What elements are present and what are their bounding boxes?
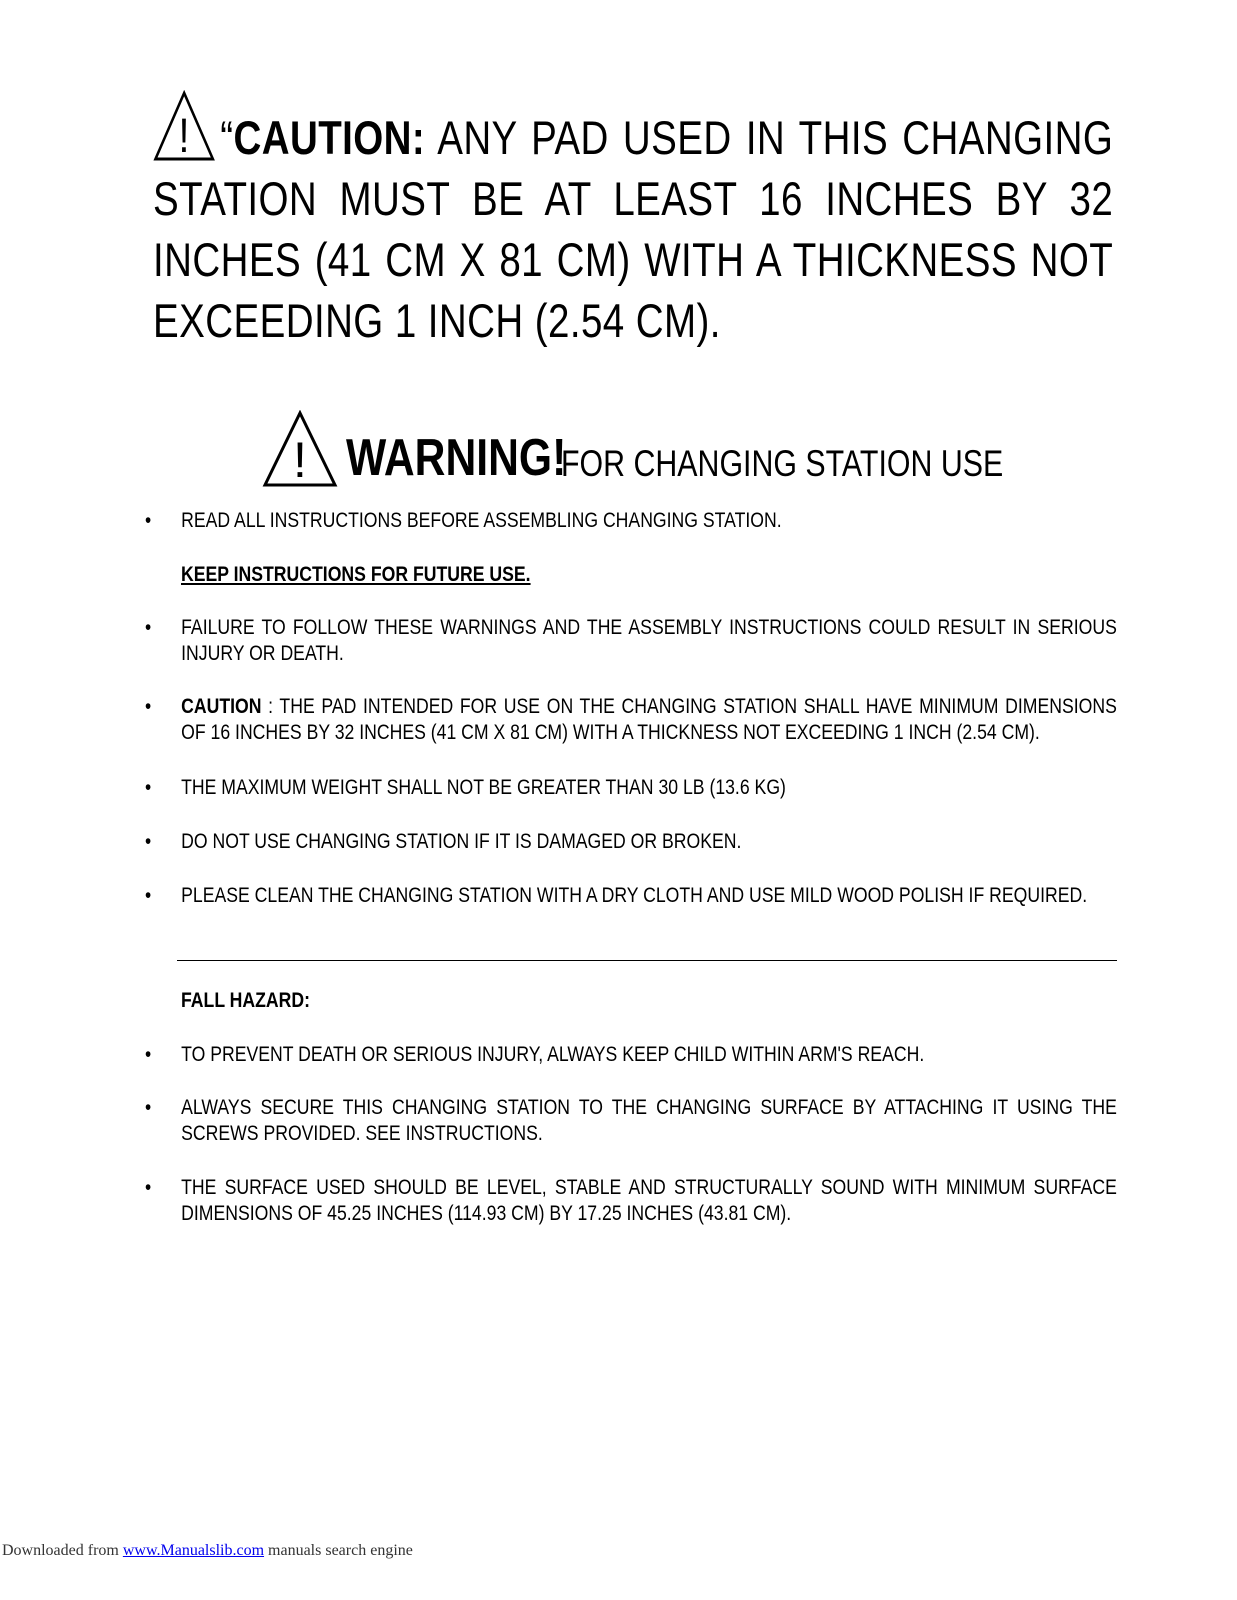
footer-prefix: Downloaded from <box>2 1542 123 1559</box>
list-item-text: TO PREVENT DEATH OR SERIOUS INJURY, ALWAYS KEEP CHILD WITHIN ARM'S REACH. <box>181 1043 925 1066</box>
bullet: • <box>145 884 152 907</box>
list-item-text: READ ALL INSTRUCTIONS BEFORE ASSEMBLING CHANGING STATION. <box>181 509 782 532</box>
bullet: • <box>145 1043 152 1066</box>
download-footer <box>2 1541 413 1561</box>
list-item <box>145 615 1119 667</box>
caution-label: CAUTION: <box>233 111 426 164</box>
bullet: • <box>145 616 152 639</box>
section-divider <box>177 960 1117 961</box>
warning-triangle-icon <box>153 90 215 162</box>
list-item <box>145 1095 1119 1147</box>
bullet: • <box>145 1176 152 1199</box>
list-item <box>145 1175 1119 1227</box>
list-item-text: THE MAXIMUM WEIGHT SHALL NOT BE GREATER THAN 30 LB (13.6 KG) <box>181 776 786 799</box>
warning-title: WARNING! <box>346 429 567 487</box>
list-item-text: FAILURE TO FOLLOW THESE WARNINGS AND THE ASSEMBLY INSTRUCTIONS COULD RESULT IN SERIOUS INJURY OR DEATH. <box>181 616 1117 665</box>
list-item-text: THE SURFACE USED SHOULD BE LEVEL, STABLE AND STRUCTURALLY SOUND WITH MINIMUM SURFACE DIMENSIONS OF 45.25 INCHES (114.93 CM) BY 17.25 INCHES (43.81 CM). <box>181 1176 1117 1225</box>
svg-text:!: ! <box>178 109 190 162</box>
caution-inline-text: : THE PAD INTENDED FOR USE ON THE CHANGING STATION SHALL HAVE MINIMUM DIMENSIONS OF 16 INCHES BY 32 INCHES (41 CM X 81 CM) WITH A THICKNESS NOT EXCEEDING 1 INCH (2.54 CM). <box>181 695 1117 744</box>
manualslib-link[interactable]: www.Manualslib.com <box>122 1542 265 1559</box>
caution-open-quote: “ <box>220 111 234 164</box>
list-item-text: DO NOT USE CHANGING STATION IF IT IS DAMAGED OR BROKEN. <box>181 830 742 853</box>
warning-subtitle: FOR CHANGING STATION USE <box>561 443 1004 484</box>
bullet: • <box>145 509 152 532</box>
list-item <box>145 1042 1119 1068</box>
keep-instructions-note: KEEP INSTRUCTIONS FOR FUTURE USE. <box>181 563 531 586</box>
warning-triangle-icon <box>262 410 338 488</box>
list-item-text <box>181 694 1117 746</box>
list-item-text: ALWAYS SECURE THIS CHANGING STATION TO THE CHANGING SURFACE BY ATTACHING IT USING THE SCREWS PROVIDED. SEE INSTRUCTIONS. <box>181 1096 1117 1145</box>
fall-hazard-heading: FALL HAZARD: <box>181 989 311 1012</box>
footer-suffix: manuals search engine <box>264 1542 413 1559</box>
caution-text: ANY PAD USED IN THIS CHANGING STATION MUST BE AT LEAST 16 INCHES BY 32 INCHES (41 CM X 81 CM) WITH A THICKNESS NOT EXCEEDING 1 INCH (2.54 CM). <box>153 111 1114 347</box>
caution-notice <box>153 90 1113 351</box>
list-item-text: PLEASE CLEAN THE CHANGING STATION WITH A DRY CLOTH AND USE MILD WOOD POLISH IF REQUIRED. <box>181 884 1088 907</box>
list-item <box>145 829 1119 855</box>
list-item <box>145 775 1119 801</box>
svg-text:!: ! <box>293 432 307 488</box>
bullet: • <box>145 830 152 853</box>
bullet: • <box>145 1096 152 1119</box>
caution-inline-label: CAUTION <box>181 695 262 718</box>
list-item <box>145 508 1119 534</box>
warning-heading <box>262 410 1100 488</box>
bullet: • <box>145 695 152 718</box>
list-item <box>145 694 1119 746</box>
bullet: • <box>145 776 152 799</box>
list-item <box>145 883 1119 909</box>
